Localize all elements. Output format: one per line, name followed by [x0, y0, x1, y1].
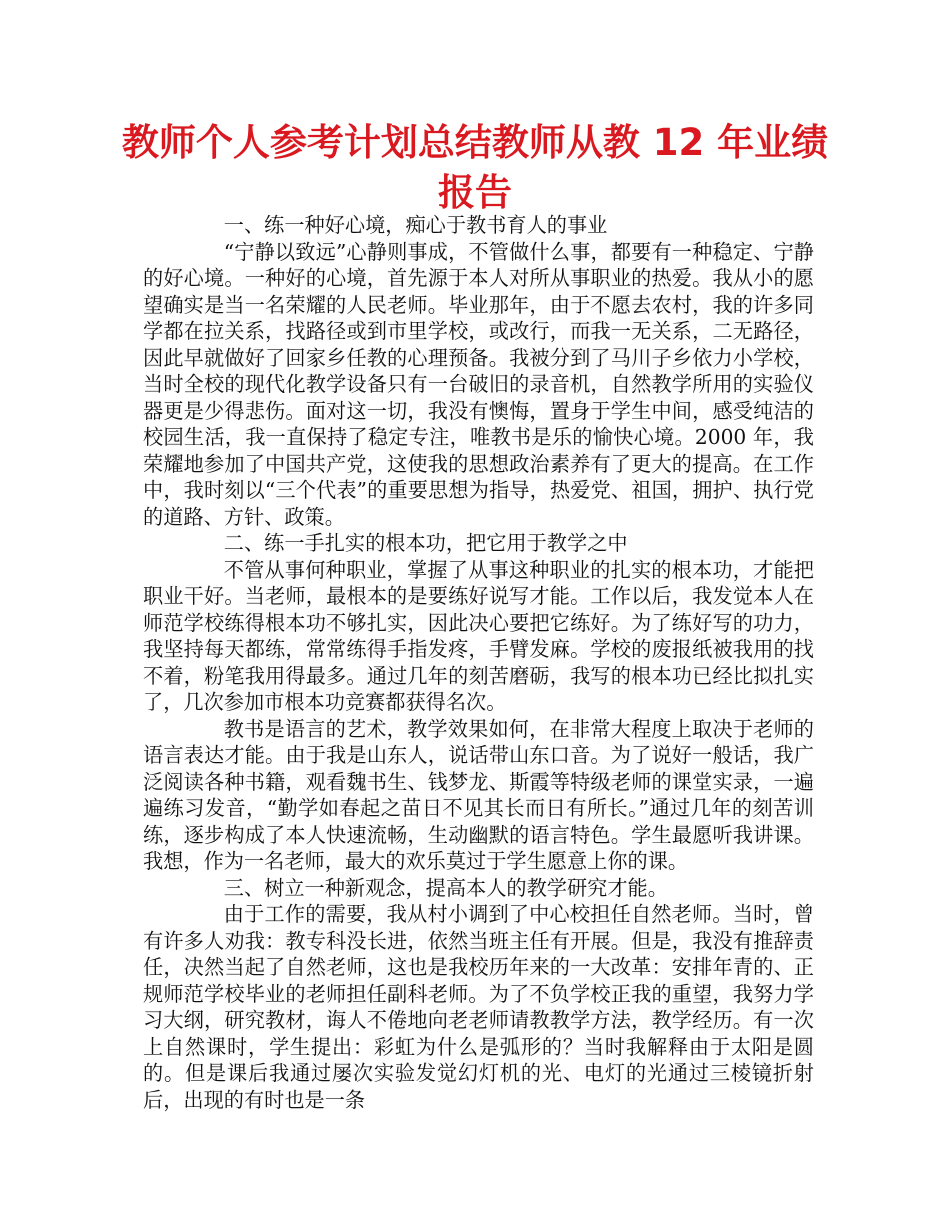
- section-heading-2: 二、练一手扎实的根本功，把它用于教学之中: [223, 531, 628, 555]
- body-paragraph-1: “宁静以致远”心静则事成，不管做什么事，都要有一种稳定、宁静的好心境。一种好的心境，首先源于本人对所从事职业的热爱。我从小的愿望确实是当一名荣耀的人民老师。毕业那年，由于不愿去农村，我的许多同学都在拉关系，找路径或到市里学校，或改行，而我一无关系，二无路径，因此早就做好了回家乡任教的心理预备。我被分到了马川子乡依力小学校，当时全校的现代化教学设备只有一台破旧的录音机，自然教学所用的实验仪器更是少得悲伤。面对这一切，我没有懊悔，置身于学生中间，感受纯洁的校园生活，我一直保持了稳定专注，唯教书是乐的愉快心境。2000 年，我荣耀地参加了中国共产党，这使我的思想政治素养有了更大的提高。在工作中，我时刻以“三个代表”的重要思想为指导，热爱党、祖国，拥护、执行党的道路、方针、政策。: [143, 239, 814, 529]
- document-title: 教师个人参考计划总结教师从教 12 年业绩报告: [121, 121, 829, 214]
- body-paragraph-4: 由于工作的需要，我从村小调到了中心校担任自然老师。当时，曾有许多人劝我：教专科没长进，依然当班主任有开展。但是，我没有推辞责任，决然当起了自然老师，这也是我校历年来的一大改革：安排年青的、正规师范学校毕业的老师担任副科老师。为了不负学校正我的重望，我努力学习大纲，研究教材，诲人不倦地向老老师请教教学方法，教学经历。有一次上自然课时，学生提出：彩虹为什么是弧形的？当时我解释由于太阳是圆的。但是课后我通过屡次实验发觉幻灯机的光、电灯的光通过三棱镜折射后，出现的有时也是一条: [143, 902, 814, 1112]
- body-paragraph-2: 不管从事何种职业，掌握了从事这种职业的扎实的根本功，才能把职业干好。当老师，最根本的是要练好说写才能。工作以后，我发觉本人在师范学校练得根本功不够扎实，因此决心要把它练好。为了练好写的功力，我坚持每天都练，常常练得手指发疼，手臂发麻。学校的废报纸被我用的找不着，粉笔我用得最多。通过几年的刻苦磨砺，我写的根本功已经比拟扎实了，几次参加市根本功竞赛都获得名次。: [143, 557, 814, 714]
- body-paragraph-3: 教书是语言的艺术，教学效果如何，在非常大程度上取决于老师的语言表达才能。由于我是山东人，说话带山东口音。为了说好一般话，我广泛阅读各种书籍，观看魏书生、钱梦龙、斯霞等特级老师的课堂实录，一遍遍练习发音，“勤学如春起之苗日不见其长而日有所长。”通过几年的刻苦训练，逐步构成了本人快速流畅，生动幽默的语言特色。学生最愿听我讲课。我想，作为一名老师，最大的欢乐莫过于学生愿意上你的课。: [143, 716, 814, 873]
- document-body: [143, 212, 814, 1113]
- section-heading-1: 一、练一种好心境，痴心于教书育人的事业: [223, 213, 608, 237]
- section-heading-3: 三、树立一种新观念，提高本人的教学研究才能。: [223, 875, 668, 900]
